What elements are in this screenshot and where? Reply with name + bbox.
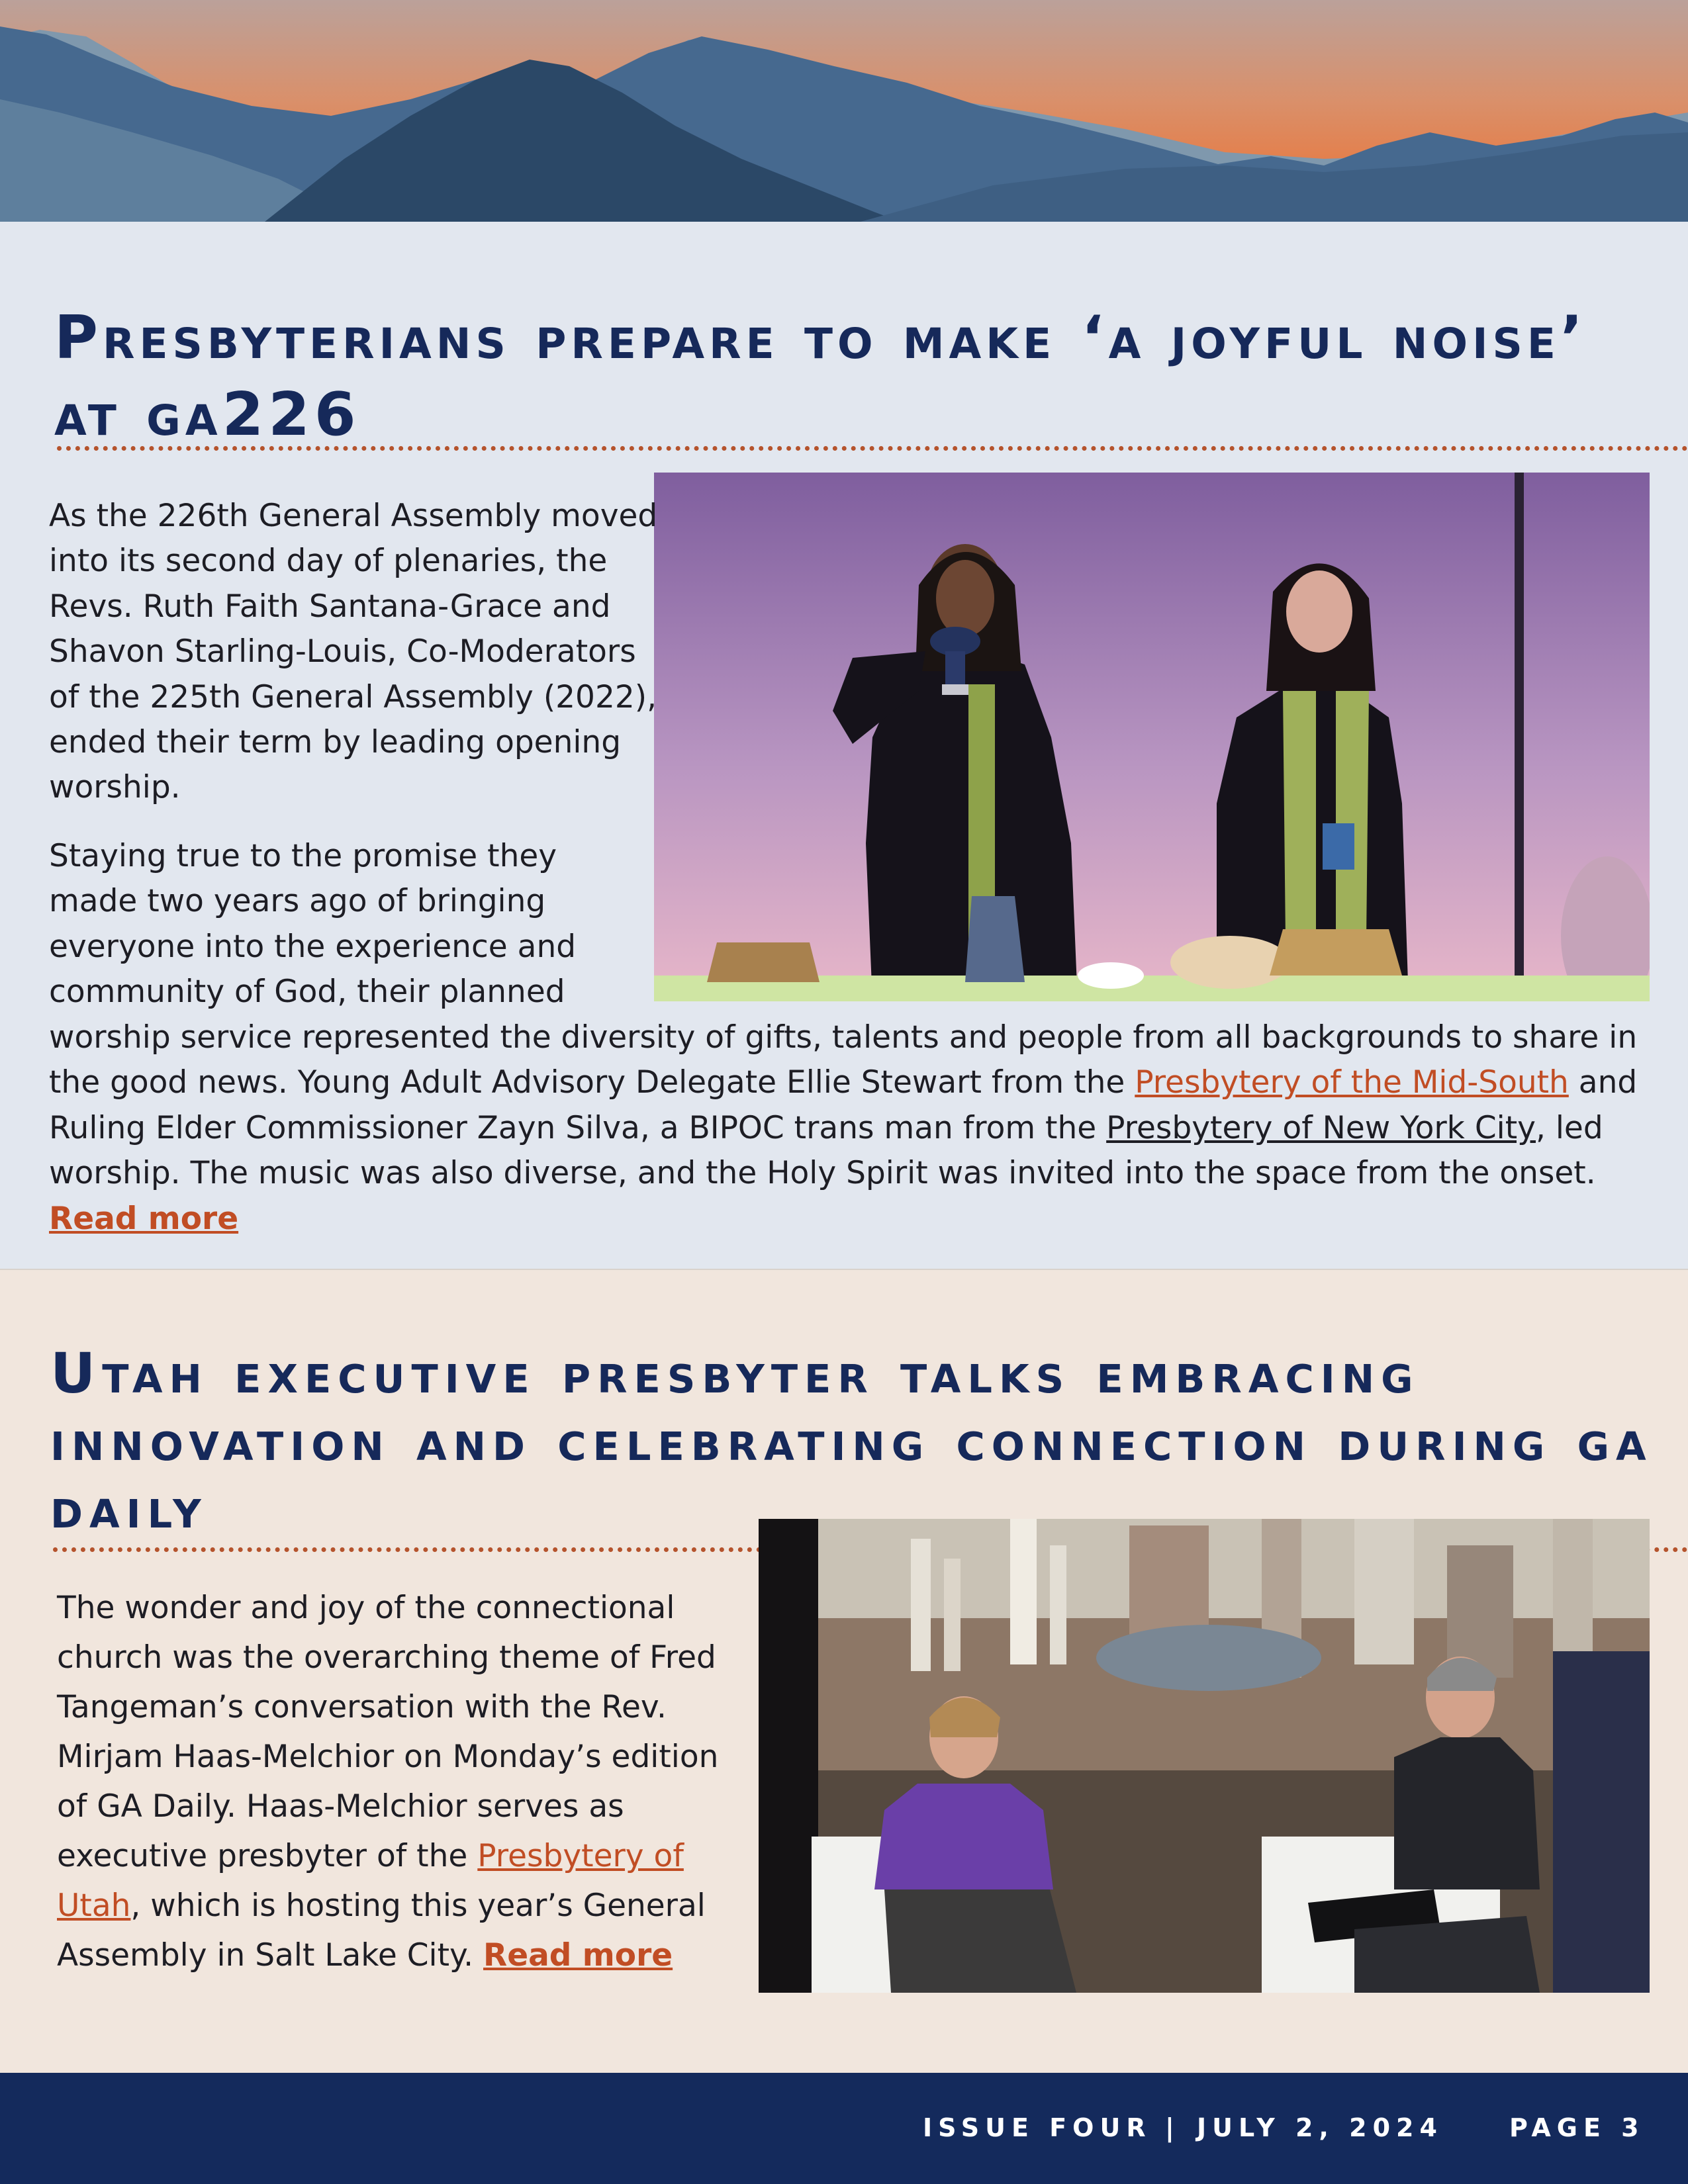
link-presbytery-new-york-city[interactable]: Presbytery of New York City — [1106, 1109, 1536, 1146]
article1-paragraph-2-start: Staying true to the promise they made two years ago of bringing everyone into the experience and community of God, their planned — [49, 838, 577, 1011]
article1-headline: Presbyterians prepare to make ‘a joyful noise’ at ga226 — [54, 303, 1588, 449]
footer-issue: ISSUE FOUR — [923, 2113, 1152, 2142]
footer-separator: | — [1165, 2113, 1180, 2142]
link-presbytery-mid-south[interactable]: Presbytery of the Mid-South — [1135, 1064, 1569, 1101]
article2-read-more-link[interactable]: Read more — [483, 1937, 673, 1974]
ga-daily-photo — [759, 1519, 1650, 1993]
article2-headline: Utah executive presbyter talks embracing innovation and celebrating connection during ga daily — [50, 1341, 1653, 1541]
footer-page: PAGE 3 — [1509, 2113, 1645, 2142]
article2-paragraph: The wonder and joy of the connectional church was the overarching theme of Fred Tangeman’s conversation with the Rev. Mirjam Haas-Melchior on Monday’s edition of GA Daily. Haas-Melchior serves as executive presbyter of the Presbytery of Utah, which is hosting this year’s General Assembly in Salt Lake City. Read more — [57, 1590, 719, 1974]
mountain-banner — [0, 0, 1688, 222]
worship-photo — [654, 473, 1650, 1001]
article1-paragraph-1: As the 226th General Assembly moved into its second day of plenaries, the Revs. Ruth Faith Santana-Grace and Shavon Starling-Louis, Co-Moderators of the 225th General Assembly (2022), ended their term by leading opening worship. — [49, 498, 658, 806]
article1-paragraph-2: worship service represented the diversity of gifts, talents and people from all backgrounds to share in the good news. Young Adult Advisory Delegate Ellie Stewart from the Presbytery of the Mid-South and Ruling Elder Commissioner Zayn Silva, a BIPOC trans man from the Presbytery of New York City, led worship. The music was also diverse, and the Holy Spirit was invited into the space from the onset. Read more — [49, 1019, 1638, 1237]
link-presbytery-utah[interactable]: Presbytery of Utah — [57, 1838, 684, 1924]
headline-divider — [57, 446, 1688, 451]
footer-date: JULY 2, 2024 — [1197, 2113, 1443, 2142]
article1-read-more-link[interactable]: Read more — [49, 1200, 239, 1237]
